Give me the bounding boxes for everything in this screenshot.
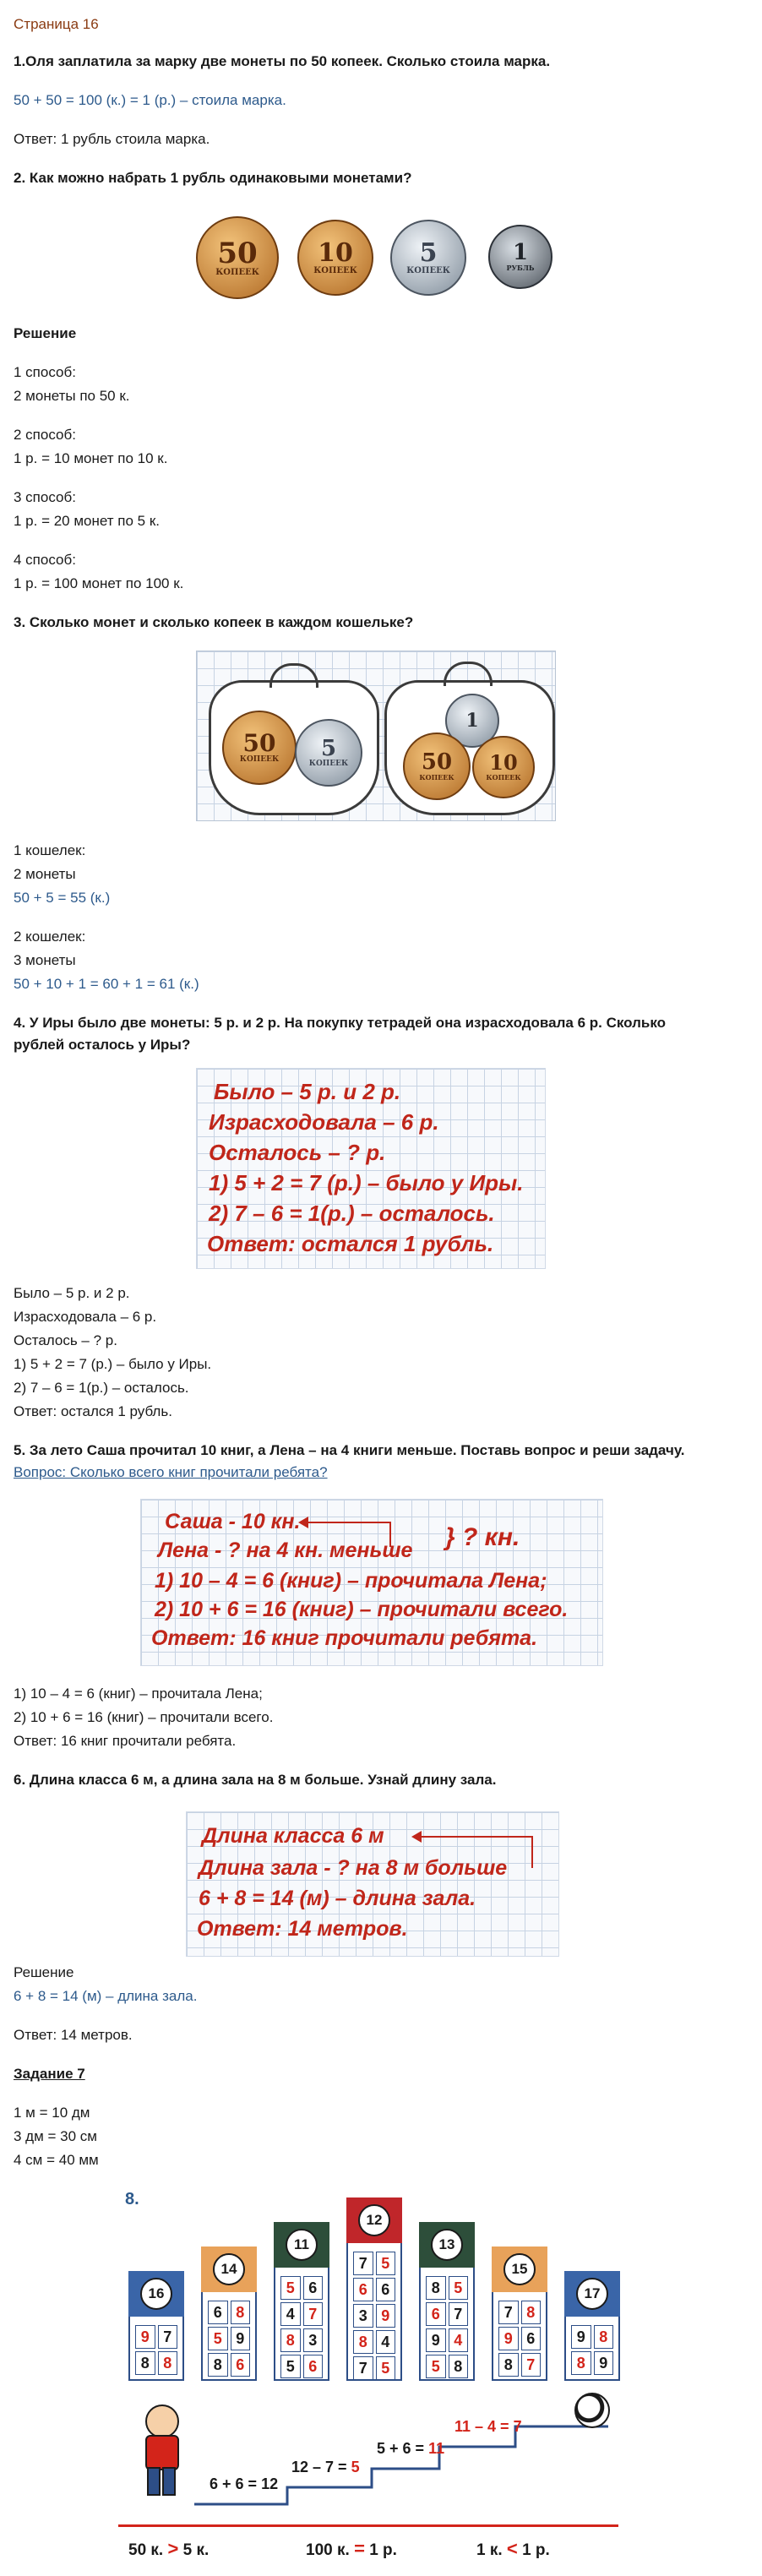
task5-hand-line: Саша - 10 кн.: [165, 1510, 301, 1533]
purse2-label: 2 кошелек:: [14, 929, 86, 945]
task1-answer: Ответ: 1 рубль стоила марка.: [14, 131, 210, 147]
page-title: Страница 16: [14, 16, 99, 32]
task5-question-ask: Вопрос: Сколько всего книг прочитали ребята?: [14, 1464, 328, 1480]
task4-line: Осталось – ? р.: [14, 1332, 117, 1348]
house-cell: 8: [571, 2351, 591, 2375]
task5-line: Ответ: 16 книг прочитали ребята.: [14, 1733, 237, 1749]
house-cell: 7: [521, 2353, 542, 2377]
house-cells: [426, 2276, 468, 2378]
house-cell: 6: [303, 2276, 324, 2300]
house-cells: [498, 2301, 541, 2377]
task7-line: 1 м = 10 дм: [14, 2105, 90, 2121]
house-cell: 8: [231, 2301, 251, 2324]
task7-heading: Задание 7: [14, 2066, 85, 2082]
purse-coin-10-right: 10 КОПЕЕК: [472, 736, 535, 798]
task4-line: 1) 5 + 2 = 7 (р.) – было у Иры.: [14, 1356, 212, 1372]
house-number-badge: 12: [358, 2204, 390, 2236]
house-number-badge: 14: [213, 2253, 245, 2285]
house-cell: 9: [594, 2351, 614, 2375]
house-17: [564, 2271, 620, 2381]
task5-brace: } ? кн.: [445, 1523, 520, 1551]
house-cell: 6: [208, 2301, 228, 2324]
task6-arrow-connector: [531, 1836, 533, 1868]
house-cell: 5: [426, 2355, 446, 2378]
house-cell: 6: [376, 2278, 396, 2301]
task4-notebook: [196, 1068, 546, 1269]
way2-text: 1 р. = 10 монет по 10 к.: [14, 450, 168, 466]
purse-coin-5: 5 КОПЕЕК: [295, 719, 362, 787]
house-cell: 8: [594, 2325, 614, 2349]
house-roof: [564, 2271, 620, 2317]
house-cell: 7: [498, 2301, 519, 2324]
purses-image: [196, 651, 556, 821]
boy-figure: [135, 2404, 186, 2497]
house-cell: 3: [303, 2328, 324, 2352]
house-cell: 8: [208, 2353, 228, 2377]
task4-hand-line: 1) 5 + 2 = 7 (р.) – было у Иры.: [209, 1170, 524, 1195]
house-cell: 6: [521, 2327, 542, 2350]
task5-arrow-line: [305, 1522, 389, 1523]
football-icon: [574, 2393, 610, 2428]
task4-hand-line: Ответ: остался 1 рубль.: [207, 1231, 494, 1256]
house-cell: 8: [135, 2351, 155, 2375]
house-number-badge: 15: [503, 2253, 536, 2285]
house-cell: 4: [280, 2302, 301, 2326]
way4-title: 4 способ:: [14, 552, 76, 568]
task6-notebook: [186, 1811, 559, 1957]
purse1-label: 1 кошелек:: [14, 842, 86, 858]
task2-solution-heading: Решение: [14, 325, 77, 341]
house-cell: 5: [449, 2276, 469, 2300]
house-cell: 4: [449, 2328, 469, 2352]
task6-hand-line: Длина класса 6 м: [202, 1824, 384, 1848]
house-cell: 5: [376, 2252, 396, 2275]
task6-solution: 6 + 8 = 14 (м) – длина зала.: [14, 1988, 198, 2004]
task4-line: Израсходовала – 6 р.: [14, 1309, 157, 1325]
house-roof: [492, 2247, 547, 2292]
task5-hand-line: 1) 10 – 4 = 6 (книг) – прочитала Лена;: [155, 1569, 547, 1593]
house-12: [346, 2197, 402, 2381]
ground-line: [118, 2524, 618, 2527]
house-number-badge: 13: [431, 2229, 463, 2261]
task5-line: 1) 10 – 4 = 6 (книг) – прочитала Лена;: [14, 1686, 263, 1702]
task1-solution: 50 + 50 = 100 (к.) = 1 (р.) – стоила марка.: [14, 92, 286, 108]
house-cells: [353, 2252, 395, 2380]
task4-hand-line: Израсходовала – 6 р.: [209, 1109, 439, 1135]
task5-question: 5. За лето Саша прочитал 10 книг, а Лена – на 4 книги меньше. Поставь вопрос и реши задачу.: [14, 1442, 685, 1458]
task6-arrow-line: [420, 1836, 533, 1838]
house-cell: 5: [280, 2355, 301, 2378]
purse2-sum: 50 + 10 + 1 = 60 + 1 = 61 (к.): [14, 976, 199, 992]
task4-hand-line: 2) 7 – 6 = 1(р.) – осталось.: [209, 1201, 495, 1226]
house-roof: [419, 2222, 475, 2268]
house-15: [492, 2247, 547, 2381]
house-cell: 9: [135, 2325, 155, 2349]
house-cell: 3: [353, 2304, 373, 2328]
task1-question: 1.Оля заплатила за марку две монеты по 50 копеек. Сколько стоила марка.: [14, 53, 551, 69]
task4-question-line2: рублей осталось у Иры?: [14, 1037, 191, 1053]
house-cell: 9: [231, 2327, 251, 2350]
task5-arrow-head: [298, 1517, 308, 1528]
coin-5-kopeks: 5 КОПЕЕК: [390, 220, 466, 296]
house-number-badge: 11: [286, 2229, 318, 2261]
house-cell: 4: [376, 2330, 396, 2354]
house-number-badge: 17: [576, 2278, 608, 2310]
purse-coin-1-ruble: 1: [445, 694, 499, 748]
house-cell: 7: [158, 2325, 178, 2349]
house-cell: 9: [498, 2327, 519, 2350]
coin-10-kopeks: 10 КОПЕЕК: [297, 220, 373, 296]
house-cell: 6: [426, 2302, 446, 2326]
house-roof: [274, 2222, 329, 2268]
task3-question: 3. Сколько монет и сколько копеек в каждом кошельке?: [14, 614, 414, 630]
house-cell: 5: [376, 2356, 396, 2380]
step-expr-2: 12 – 7 = 5: [291, 2459, 360, 2475]
house-cell: 8: [353, 2330, 373, 2354]
purse1-count: 2 монеты: [14, 866, 76, 882]
way3-text: 1 р. = 20 монет по 5 к.: [14, 513, 161, 529]
house-roof: [128, 2271, 184, 2317]
house-14: [201, 2247, 257, 2381]
staircase: [118, 2386, 625, 2521]
task4-hand-line: Было – 5 р. и 2 р.: [214, 1079, 401, 1104]
step-expr-4: 11 – 4 = 7: [454, 2418, 522, 2435]
task8-number: 8.: [125, 2190, 139, 2208]
purse-coin-50-right: 50 КОПЕЕК: [403, 732, 471, 800]
task5-line: 2) 10 + 6 = 16 (книг) – прочитали всего.: [14, 1709, 274, 1725]
house-cell: 8: [280, 2328, 301, 2352]
house-number-badge: 16: [140, 2278, 172, 2310]
purse1-sum: 50 + 5 = 55 (к.): [14, 890, 111, 906]
task5-hand-line: Лена - ? на 4 кн. меньше: [158, 1539, 413, 1562]
house-roof: [201, 2247, 257, 2292]
task5-hand-line: Ответ: 16 книг прочитали ребята.: [151, 1626, 538, 1650]
comparison-1: 50 к. > 5 к.: [128, 2538, 210, 2559]
house-cell: 8: [498, 2353, 519, 2377]
task4-line: 2) 7 – 6 = 1(р.) – осталось.: [14, 1380, 189, 1396]
house-cells: [135, 2325, 177, 2375]
purse-left-clasp: [269, 663, 318, 688]
task5-notebook: [140, 1499, 603, 1666]
task4-line: Ответ: остался 1 рубль.: [14, 1403, 172, 1419]
step-expr-3: 5 + 6 = 11: [377, 2440, 445, 2457]
task6-hand-line: Длина зала - ? на 8 м больше: [199, 1856, 508, 1880]
house-cells: [571, 2325, 613, 2375]
task5-hand-line: 2) 10 + 6 = 16 (книг) – прочитали всего.: [155, 1598, 569, 1621]
task2-question: 2. Как можно набрать 1 рубль одинаковыми монетами?: [14, 170, 412, 186]
house-cell: 7: [303, 2302, 324, 2326]
way1-title: 1 способ:: [14, 364, 76, 380]
comparison-2: 100 к. = 1 р.: [306, 2538, 397, 2559]
house-cell: 8: [158, 2351, 178, 2375]
house-cell: 9: [376, 2304, 396, 2328]
coin-1-ruble: 1 РУБЛЬ: [488, 225, 552, 289]
purse-coin-50: 50 КОПЕЕК: [222, 711, 297, 785]
house-cell: 7: [353, 2252, 373, 2275]
house-cell: 6: [231, 2353, 251, 2377]
house-roof: [346, 2197, 402, 2243]
task8-illustration: [118, 2183, 625, 2572]
coins-image: [194, 211, 566, 296]
step-expr-1: 6 + 6 = 12: [210, 2475, 279, 2492]
house-cell: 6: [303, 2355, 324, 2378]
house-cell: 7: [353, 2356, 373, 2380]
task6-question: 6. Длина класса 6 м, а длина зала на 8 м больше. Узнай длину зала.: [14, 1772, 497, 1788]
house-cell: 9: [571, 2325, 591, 2349]
purse-right-clasp: [444, 662, 493, 686]
comparison-3: 1 к. < 1 р.: [476, 2538, 550, 2559]
house-16: [128, 2271, 184, 2381]
task6-hand-line: 6 + 8 = 14 (м) – длина зала.: [199, 1887, 476, 1910]
house-cell: 5: [280, 2276, 301, 2300]
task6-hand-line: Ответ: 14 метров.: [197, 1917, 408, 1941]
way3-title: 3 способ:: [14, 489, 76, 505]
task4-hand-line: Осталось – ? р.: [209, 1140, 386, 1165]
task4-question-line1: 4. У Иры было две монеты: 5 р. и 2 р. На покупку тетрадей она израсходовала 6 р. Сколько: [14, 1015, 667, 1031]
way4-text: 1 р. = 100 монет по 100 к.: [14, 575, 184, 591]
task6-solution-heading: Решение: [14, 1964, 74, 1980]
house-13: [419, 2222, 475, 2381]
task6-arrow-head: [411, 1831, 422, 1843]
task7-line: 4 см = 40 мм: [14, 2152, 99, 2168]
task4-line: Было – 5 р. и 2 р.: [14, 1285, 130, 1301]
house-cells: [280, 2276, 323, 2378]
house-cell: 8: [449, 2355, 469, 2378]
house-cell: 8: [521, 2301, 542, 2324]
task7-line: 3 дм = 30 см: [14, 2128, 97, 2144]
house-cell: 5: [208, 2327, 228, 2350]
purse2-count: 3 монеты: [14, 952, 76, 968]
house-cell: 8: [426, 2276, 446, 2300]
task6-answer: Ответ: 14 метров.: [14, 2027, 133, 2043]
way2-title: 2 способ:: [14, 427, 76, 443]
house-cell: 7: [449, 2302, 469, 2326]
house-cell: 6: [353, 2278, 373, 2301]
house-11: [274, 2222, 329, 2381]
house-cells: [208, 2301, 250, 2377]
way1-text: 2 монеты по 50 к.: [14, 388, 130, 404]
house-cell: 9: [426, 2328, 446, 2352]
coin-50-kopeks: 50 КОПЕЕК: [196, 216, 279, 299]
